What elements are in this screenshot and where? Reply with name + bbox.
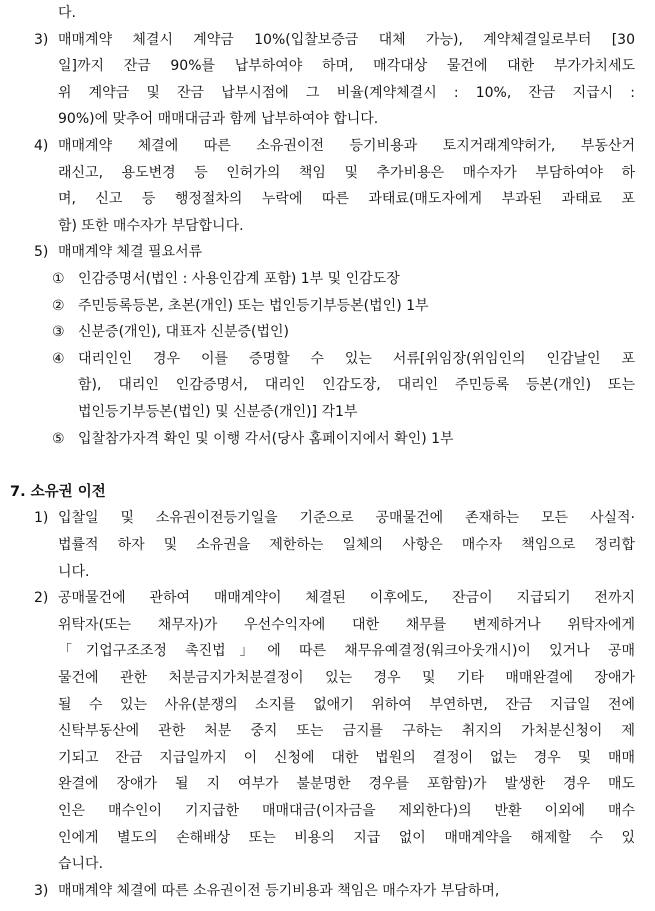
section6-item-text-line: 일]까지 잔금 90%를 납부하여야 하며, 매각대상 물건에 대한 부가가치세도	[58, 58, 635, 74]
section7-item-text-line: 될 수 있는 사유(분쟁의 소지를 없애기 위하여 부연하면, 잔금 지급일 전에	[58, 697, 635, 713]
section7-item-text-line: 「기업구조조정 촉진법」에 따른 채무유예결정(워크아웃개시)이 있거나 공매	[58, 643, 635, 659]
section6-item-text-line: 함) 또한 매수자가 부담합니다.	[58, 218, 244, 234]
section6-item-number: 3)	[34, 32, 49, 48]
section6-item-number: 4)	[34, 138, 49, 154]
section7-item-text-line: 습니다.	[58, 856, 104, 872]
section7-item-text-line: 매매계약 체결에 따른 소유권이전 등기비용과 책임은 매수자가 부담하며,	[58, 883, 500, 899]
section7-item-text-line: 입찰일 및 소유권이전등기일을 기준으로 공매물건에 존재하는 모든 사실적·	[58, 510, 635, 526]
section6-item-text-line: 매매계약 체결에 따른 소유권이전 등기비용과 토지거래계약허가, 부동산거	[58, 138, 635, 154]
section7-item-text-line: 공매물건에 관하여 매매계약이 체결된 이후에도, 잔금이 지급되기 전까지	[58, 590, 635, 606]
section6-item-text-line: 매매계약 체결시 계약금 10%(입찰보증금 대체 가능), 계약체결일로부터 [30	[58, 32, 635, 48]
section7-item-number: 3)	[34, 883, 49, 899]
section7-item-text-line: 인은 매수인이 기지급한 매매대금(이자금을 제외한다)의 반환 이외에 매수	[58, 803, 635, 819]
section7-item-text-line: 법률적 하자 및 소유권을 제한하는 일체의 사항은 매수자 책임으로 정리합	[58, 537, 635, 553]
section6-subitem-text-line: 함), 대리인 인감증명서, 대리인 인감도장, 대리인 주민등록 등본(개인) 또는	[78, 377, 635, 393]
section6-item-text-line: 래신고, 용도변경 등 인허가의 책임 및 추가비용은 매수자가 부담하여야 하	[58, 165, 635, 181]
section7-item-text-line: 신탁부동산에 관한 처분 중지 또는 금지를 구하는 취지의 가처분신청이 제	[58, 723, 635, 739]
section7-item-text-line: 위탁자(또는 채무자)가 우선수익자에 대한 채무를 변제하거나 위탁자에게	[58, 617, 635, 633]
section7-item-text-line: 기되고 잔금 지급일까지 이 신청에 대한 법원의 결정이 없는 경우 및 매매	[58, 750, 635, 766]
section6-item-text-line: 며, 신고 등 행정절차의 누락에 따른 과태료(매도자에게 부과된 과태료 포	[58, 191, 635, 207]
section6-subitem-text-line: 인감증명서(법인 : 사용인감계 포함) 1부 및 인감도장	[78, 271, 400, 287]
section6-subitem-number: ②	[52, 298, 65, 314]
section6-subitem-number: ④	[52, 351, 65, 367]
section-heading: 7. 소유권 이전	[10, 484, 106, 500]
section7-item-number: 1)	[34, 510, 49, 526]
section6-subitem-text-line: 주민등록등본, 초본(개인) 또는 법인등기부등본(법인) 1부	[78, 298, 429, 314]
section6-item-text-line: 90%)에 맞추어 매매대금과 함께 납부하여야 합니다.	[58, 111, 379, 127]
section6-subitem-text-line: 대리인인 경우 이를 증명할 수 있는 서류[위임장(위임인의 인감날인 포	[78, 351, 635, 367]
section6-subitem-number: ③	[52, 324, 65, 340]
section7-item-text-line: 물건에 관한 처분금지가처분결정이 있는 경우 및 기타 매매완결에 장애가	[58, 670, 635, 686]
section7-item-number: 2)	[34, 590, 49, 606]
section6-item-text-line: 매매계약 체결 필요서류	[58, 244, 203, 260]
section7-item-text-line: 완결에 장애가 될 지 여부가 불분명한 경우를 포함함)가 발생한 경우 매도	[58, 776, 635, 792]
section7-item-text-line: 니다.	[58, 564, 90, 580]
section6-item-number: 5)	[34, 244, 49, 260]
section6-subitem-number: ⑤	[52, 431, 65, 447]
section6-subitem-text-line: 법인등기부등본(법인) 및 신분증(개인)] 각1부	[78, 404, 358, 420]
section6-subitem-text-line: 신분증(개인), 대표자 신분증(법인)	[78, 324, 290, 340]
section7-item-text-line: 인에게 별도의 손해배상 또는 비용의 지급 없이 매매계약을 해제할 수 있	[58, 830, 635, 846]
section6-item-text-line: 위 계약금 및 잔금 납부시점에 그 비율(계약체결시 : 10%, 잔금 지급시 :	[58, 85, 635, 101]
section6-subitem-number: ①	[52, 271, 65, 287]
section6-subitem-text-line: 입찰참가자격 확인 및 이행 각서(당사 홈페이지에서 확인) 1부	[78, 431, 454, 447]
paragraph-continuation: 다.	[58, 5, 76, 21]
